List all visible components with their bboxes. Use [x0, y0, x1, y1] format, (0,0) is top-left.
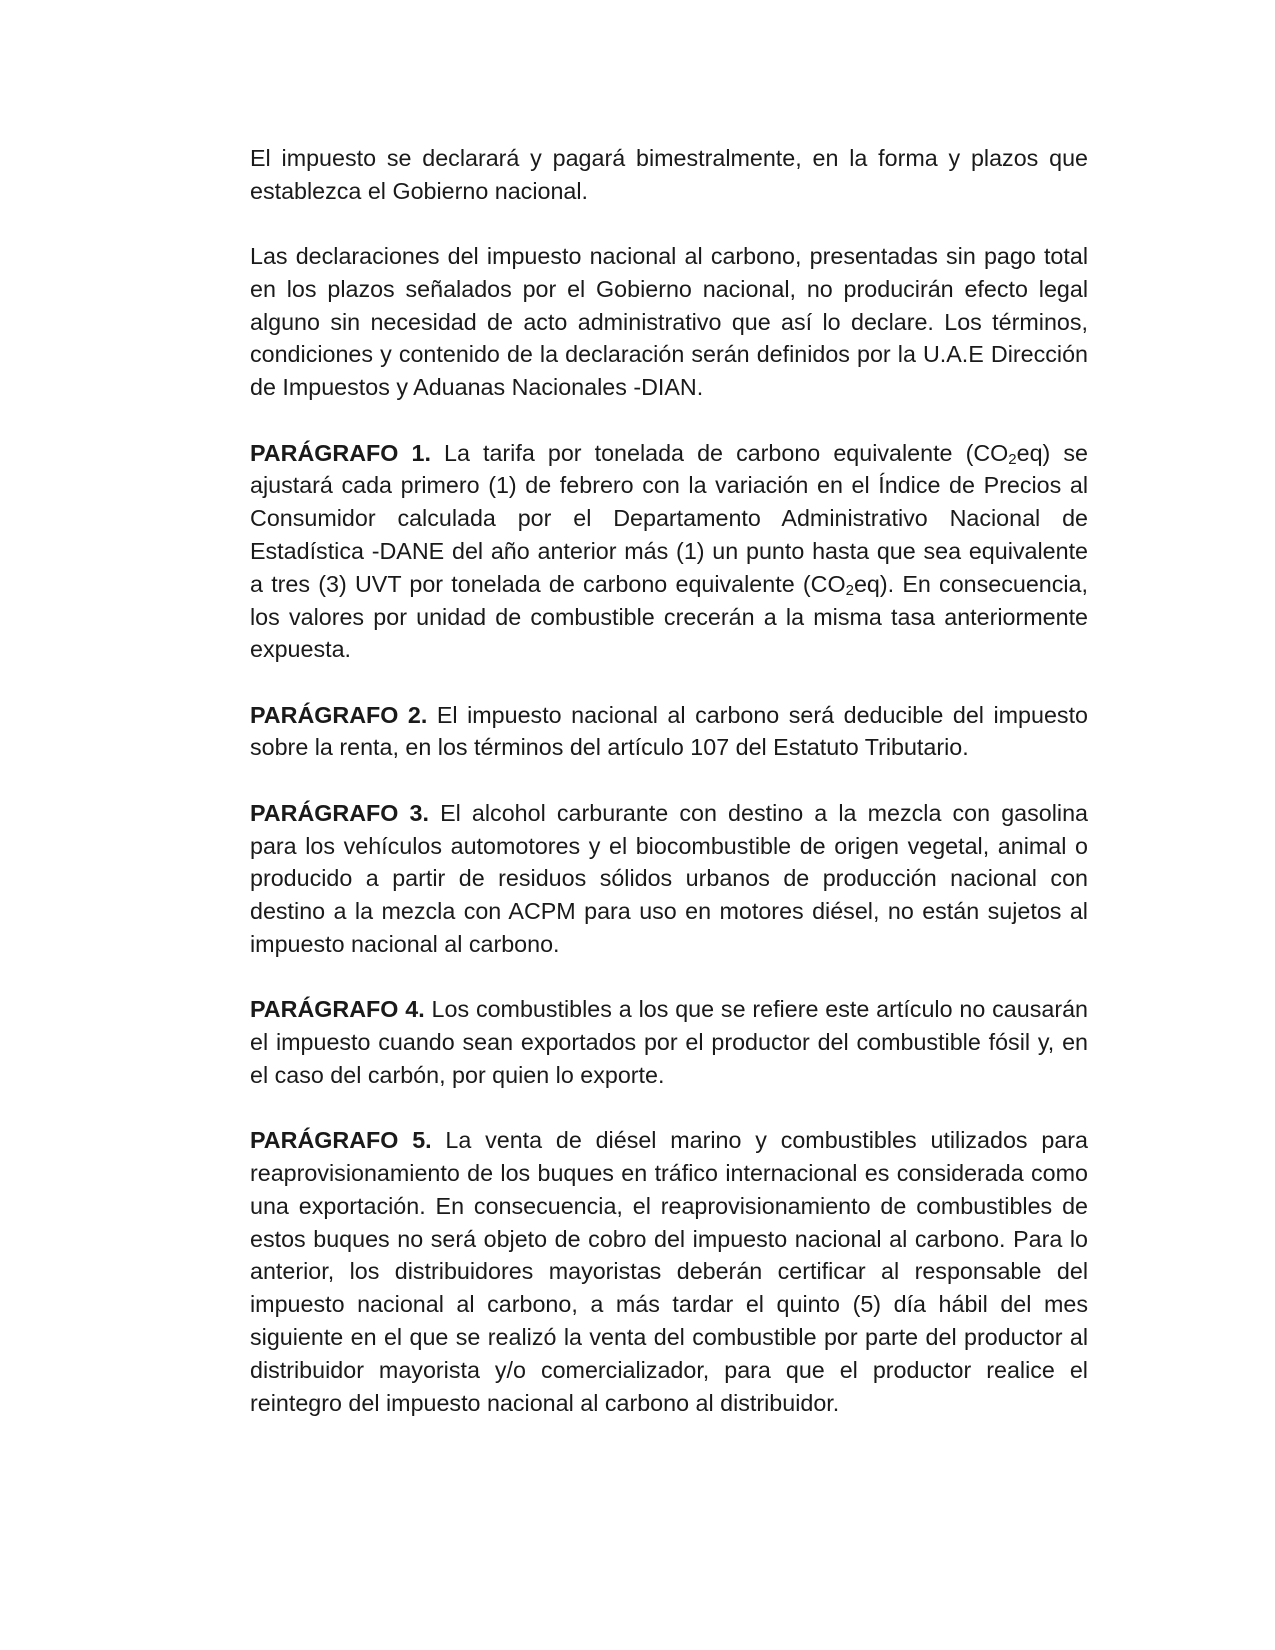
paragrafo-text: El alcohol carburante con destino a la mezcla con gasolina para los vehículos automotores y el biocombustible de origen vegetal, animal o producido a partir de residuos sólidos urbanos de producción nacional con destino a la mezcla con ACPM para uso en motores diésel, no están sujetos al impuesto nacional al carbono. [250, 799, 1089, 957]
document-body [250, 142, 1088, 1419]
subscript: 2 [845, 581, 854, 599]
paragrafo-text: Los combustibles a los que se refiere este artículo no causarán el impuesto cuando sean exportados por el productor del combustible fósil y, en el caso del carbón, por quien lo exporte. [250, 996, 1088, 1088]
paragrafo-text: eq) se ajustará cada primero (1) de febrero con la variación en el Índice de Precios al Consumidor calculada por el Departamento Administrativo Nacional de Estadística -DANE del año anterior más (1) un punto hasta que sea equivalente a tres (3) UVT por tonelada de carbono equivalente (CO [250, 439, 1088, 597]
paragrafo-heading: PARÁGRAFO 2. [250, 701, 428, 728]
paragraph-declaracion-bimestral [250, 142, 1088, 208]
paragrafo-heading: PARÁGRAFO 1. [250, 439, 431, 466]
paragrafo-text: La venta de diésel marino y combustibles utilizados para reaprovisionamiento de los buques en tráfico internacional es considerada como una exportación. En consecuencia, el reaprovisionamiento de combustibles de estos buques no será objeto de cobro del impuesto nacional al carbono. Para lo anterior, los distribuidores mayoristas deberán certificar al responsable del impuesto nacional al carbono, a más tardar el quinto (5) día hábil del mes siguiente en el que se realizó la venta del combustible por parte del productor al distribuidor mayorista y/o comercializador, para que el productor realice el reintegro del impuesto nacional al carbono al distribuidor. [250, 1127, 1088, 1416]
paragrafo-5 [250, 1124, 1088, 1419]
paragraph-text: Las declaraciones del impuesto nacional al carbono, presentadas sin pago total en los plazos señalados por el Gobierno nacional, no producirán efecto legal alguno sin necesidad de acto administrativo que así lo declare. Los términos, condiciones y contenido de la declaración serán definidos por la U.A.E Dirección de Impuestos y Aduanas Nacionales -DIAN. [250, 243, 1088, 401]
paragrafo-heading: PARÁGRAFO 5. [250, 1127, 432, 1154]
paragraph-text: El impuesto se declarará y pagará bimestralmente, en la forma y plazos que establezca el Gobierno nacional. [250, 145, 1088, 204]
paragrafo-1 [250, 437, 1088, 667]
subscript: 2 [1008, 450, 1017, 468]
paragrafo-4 [250, 993, 1088, 1091]
paragrafo-heading: PARÁGRAFO 3. [250, 799, 429, 826]
paragrafo-heading: PARÁGRAFO 4. [250, 996, 425, 1023]
paragrafo-text: eq). En consecuencia, los valores por unidad de combustible crecerán a la misma tasa anteriormente expuesta. [250, 570, 1088, 663]
paragrafo-text: El impuesto nacional al carbono será deducible del impuesto sobre la renta, en los términos del artículo 107 del Estatuto Tributario. [250, 701, 1088, 761]
paragrafo-text: La tarifa por tonelada de carbono equivalente (CO [430, 439, 1009, 466]
paragraph-declaraciones-sin-pago [250, 240, 1088, 404]
paragrafo-3 [250, 797, 1088, 961]
paragrafo-2 [250, 699, 1088, 765]
